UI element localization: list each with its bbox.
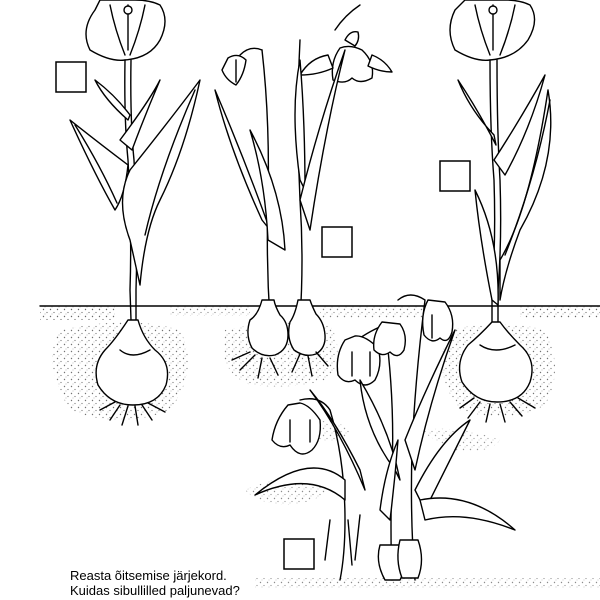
instruction-line-1: Reasta õitsemise järjekord. (70, 568, 227, 583)
snowdrops-top (215, 5, 392, 378)
answer-box-snowdrops-top[interactable] (322, 227, 352, 257)
instruction-line-2: Kuidas sibullilled paljunevad? (70, 583, 240, 598)
answer-box-snowdrops-bottom[interactable] (284, 539, 314, 569)
answer-box-tulip-right[interactable] (440, 161, 470, 191)
answer-box-tulip-left[interactable] (56, 62, 86, 92)
